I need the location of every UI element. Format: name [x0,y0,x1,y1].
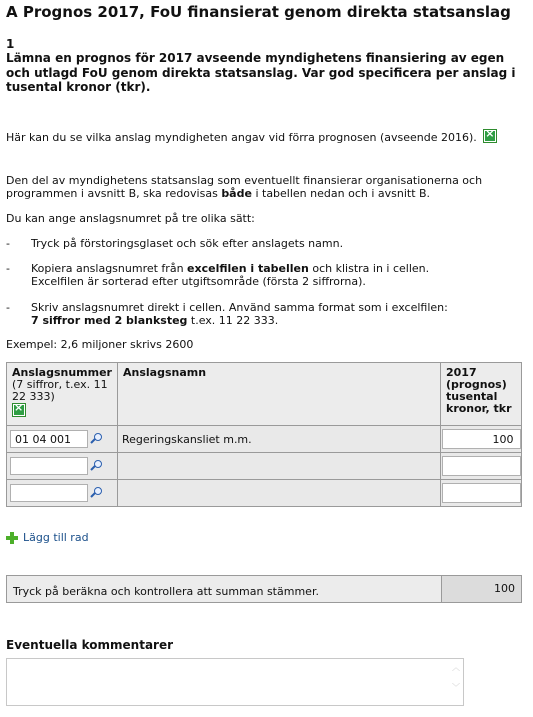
table-header-row [7,363,522,426]
excel-icon[interactable] [12,403,26,417]
number-cell [7,453,118,480]
value-cell [441,453,522,480]
prognosis-value-input[interactable] [442,456,521,476]
bullet-dash: - [6,237,10,250]
example-text: Exempel: 2,6 miljoner skrivs 2600 [6,338,194,351]
sum-row [6,575,522,603]
comments-label: Eventuella kommentarer [6,638,174,652]
bullet-2-pre: Kopiera anslagsnumret från [31,262,188,275]
intro-text: programmen i avsnitt B, ska redovisas [6,187,222,200]
appropriation-number-input[interactable]: 01 04 001 [10,430,88,448]
bullet-1-text: Tryck på förstoringsglaset och sök efter anslagets namn. [31,237,344,250]
magnifier-icon[interactable] [90,432,104,446]
bullet-3-text: Skriv anslagsnumret direkt i cellen. Använd samma format som i excelfilen: [31,301,448,314]
prognosis-value-input[interactable] [442,483,521,503]
bullet-dash: - [6,301,10,314]
bullet-1 [6,237,344,250]
ways-intro: Du kan ange anslagsnumret på tre olika sätt: [6,212,255,225]
appropriation-number-input[interactable] [10,457,88,475]
col-number-title: Anslagsnummer [12,366,112,379]
bullet-2-line-2: Excelfilen är sorterad efter utgiftsområde (första 2 siffrorna). [31,275,366,288]
col-value-header: 2017 (prognos) tusental kronor, tkr [441,363,522,426]
appropriation-number-input[interactable] [10,484,88,502]
intro-line-2 [6,187,430,200]
appropriation-name [117,480,440,507]
previous-prognosis-line [6,129,497,144]
bullet-2-post: och klistra in i cellen. [308,262,430,275]
comments-textarea[interactable] [6,658,464,706]
value-cell [441,426,522,453]
appropriation-name: Regeringskansliet m.m. [117,426,440,453]
number-cell [7,426,118,453]
table-row [7,426,522,453]
col-number-sub: (7 siffror, t.ex. 11 22 333) [12,378,108,403]
bullet-3-line-2 [31,314,278,327]
sum-label: Tryck på beräkna och kontrollera att summan stämmer. [13,585,319,598]
excel-icon[interactable] [483,129,497,143]
value-cell [441,480,522,507]
appropriation-table [6,362,522,507]
intro-text-end: i tabellen nedan och i avsnitt B. [251,187,431,200]
bullet-3-bold: 7 siffror med 2 blanksteg [31,314,188,327]
number-cell [7,480,118,507]
intro-bold: både [221,187,252,200]
prognosis-value-input[interactable]: 100 [442,429,521,449]
plus-icon [6,532,18,544]
sum-value: 100 [441,576,521,602]
magnifier-icon[interactable] [90,459,104,473]
col-name-header: Anslagsnamn [117,363,440,426]
magnifier-icon[interactable] [90,486,104,500]
scroll-arrow-icon[interactable]: ︿ ﹀ [452,663,460,692]
appropriation-name [117,453,440,480]
intro-line-1: Den del av myndighetens statsanslag som eventuellt finansierar organisationerna och [6,174,483,187]
bullet-2-text [31,262,429,275]
add-row-label: Lägg till rad [23,531,89,544]
question-number: 1 [6,37,15,51]
page-title: A Prognos 2017, FoU finansierat genom direkta statsanslag [6,3,511,21]
add-row-button[interactable] [6,531,89,544]
previous-prognosis-text: Här kan du se vilka anslag myndigheten angav vid förra prognosen (avseende 2016). [6,131,477,144]
bullet-2-bold: excelfilen i tabellen [187,262,309,275]
bullet-dash: - [6,262,10,275]
bullet-3 [6,301,448,314]
table-row [7,453,522,480]
question-text: Lämna en prognos för 2017 avseende myndighetens finansiering av egen och utlagd FoU genom direkta statsanslag. Var god specificera per anslag i tusental kronor (tkr). [6,51,516,94]
table-row [7,480,522,507]
bullet-2 [6,262,430,275]
bullet-3-post: t.ex. 11 22 333. [187,314,279,327]
col-number-header [7,363,118,426]
